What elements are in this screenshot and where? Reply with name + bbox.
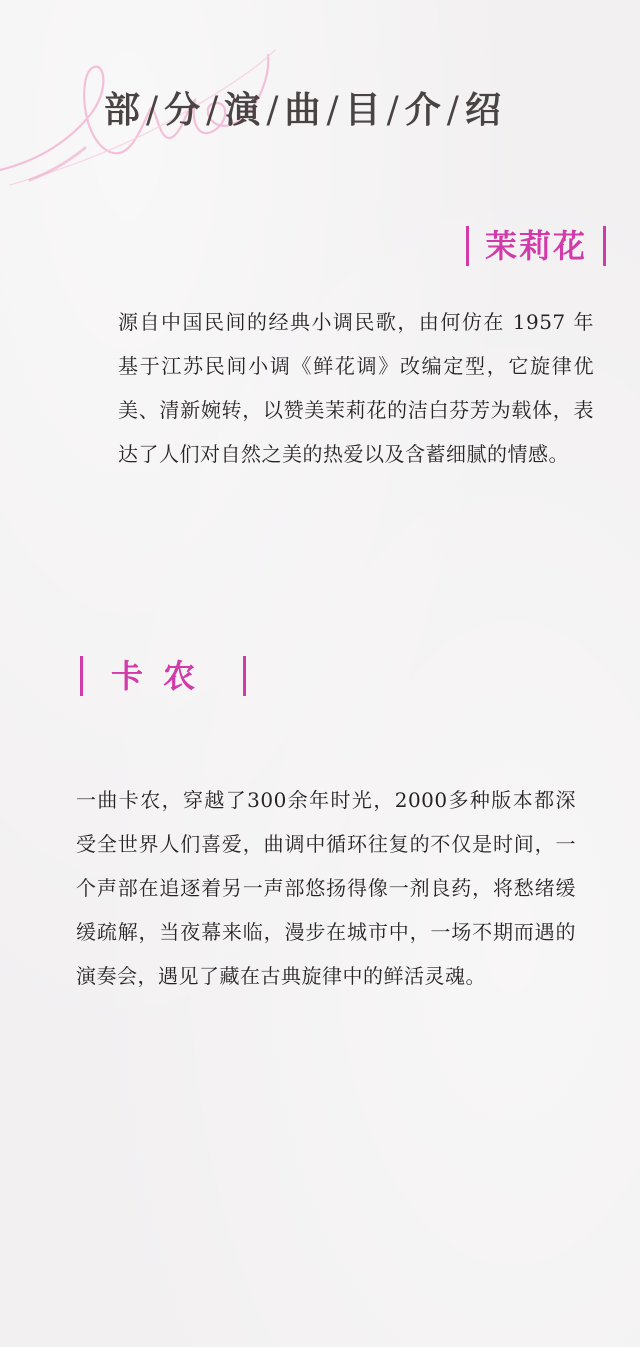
- title-char: 介: [404, 89, 443, 131]
- title-separator: /: [206, 90, 221, 131]
- title-separator: /: [146, 90, 161, 131]
- title-separator: /: [446, 90, 461, 131]
- title-char: 绍: [464, 89, 503, 131]
- accent-bar-left: [466, 226, 469, 266]
- title-char: 部: [104, 89, 143, 131]
- accent-bar-right: [603, 226, 606, 266]
- section-header-jasmine: [466, 222, 606, 270]
- title-separator: /: [326, 90, 341, 131]
- title-char: 分: [164, 89, 203, 131]
- page-title: [104, 84, 503, 137]
- title-separator: /: [266, 90, 281, 131]
- section-header-canon: [80, 652, 246, 700]
- section-title-canon: 卡农: [111, 657, 216, 695]
- section-title-jasmine: 茉莉花: [484, 227, 587, 265]
- title-separator: /: [386, 90, 401, 131]
- title-char: 目: [344, 89, 383, 131]
- title-char: 曲: [284, 89, 323, 131]
- accent-bar-left: [80, 656, 83, 696]
- title-char: 演: [224, 89, 263, 131]
- section-body-canon: 一曲卡农，穿越了300余年时光，2000多种版本都深受全世界人们喜爱，曲调中循环往复的不仅是时间，一个声部在追逐着另一声部悠扬得像一剂良药，将愁绪缓缓疏解，当夜幕来临，漫步在城市中，一场不期而遇的演奏会，遇见了藏在古典旋律中的鲜活灵魂。: [76, 788, 576, 988]
- section-body-jasmine: 源自中国民间的经典小调民歌，由何仿在 1957 年基于江苏民间小调《鲜花调》改编定型，它旋律优美、清新婉转，以赞美茉莉花的洁白芬芳为载体，表达了人们对自然之美的热爱以及含蓄细腻的情感。: [118, 310, 594, 466]
- accent-bar-right: [243, 656, 246, 696]
